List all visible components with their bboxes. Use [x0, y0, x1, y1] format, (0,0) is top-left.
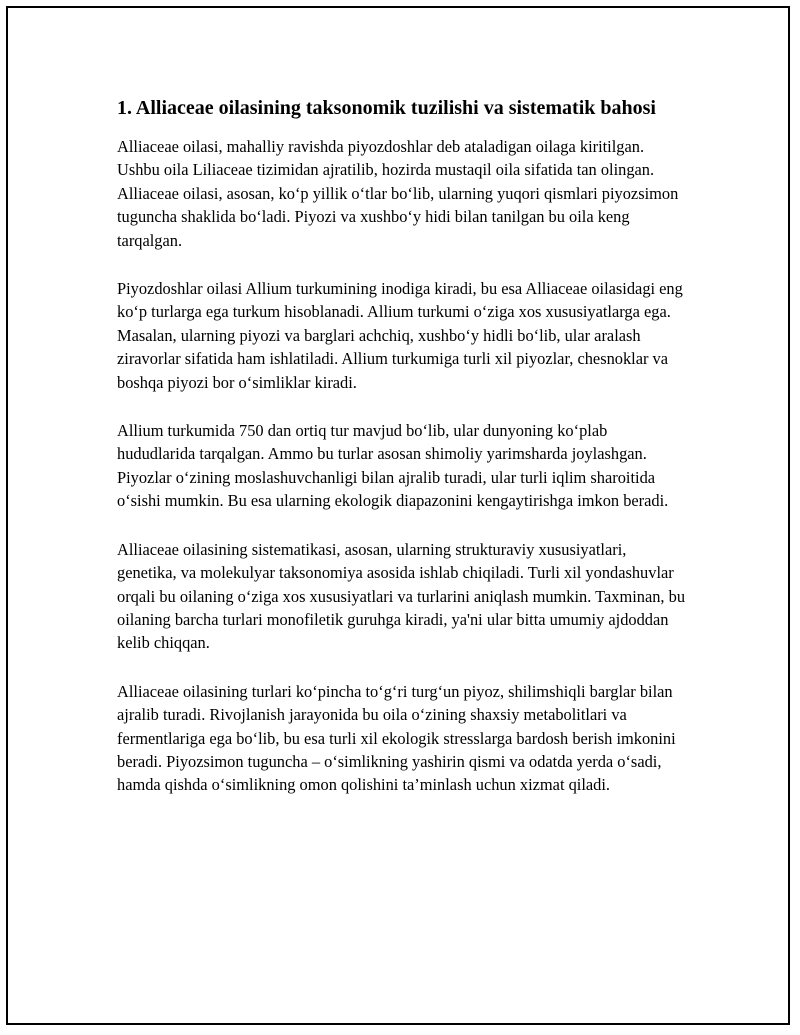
paragraph-5: Alliaceae oilasining turlari ko‘pincha to‘g‘ri turg‘un piyoz, shilimshiqli barglar bilan ajralib turadi. Rivojlanish jarayonida bu oila o‘zining shaxsiy metabolitlari va fermentlariga ega bo‘lib, bu esa turli xil ekologik stresslarga bardosh berish imkonini beradi. Piyozsimon tuguncha – o‘simlikning yashirin qismi va odatda yerda o‘sadi, hamda qishda o‘simlikning omon qolishini ta’minlash uchun xizmat qiladi. [117, 681, 676, 795]
paragraph-2: Piyozdoshlar oilasi Allium turkumining inodiga kiradi, bu esa Alliaceae oilasidagi eng ko‘p turlarga ega turkum hisoblanadi. Allium turkumi o‘ziga xos xususiyatlarga ega. Masalan, ularning piyozi va barglari achchiq, xushbo‘y hidli bo‘lib, ular aralash ziravorlar sifatida ham ishlatiladi. Allium turkumiga turli xil piyozlar, chesnoklar va boshqa piyozi bor o‘simliklar kiradi. [117, 279, 683, 392]
paragraph-3: Allium turkumida 750 dan ortiq tur mavjud bo‘lib, ular dunyoning ko‘plab hududlarida tarqalgan. Ammo bu turlar asosan shimoliy yarimsharda joylashgan. Piyozlar o‘zining moslashuvchanligi bilan ajralib turadi, ular turli iqlim sharoitida o‘sishi mumkin. Bu esa ularning ekologik diapazonini kengaytirishga imkon beradi. [117, 421, 669, 511]
paragraph-4: Alliaceae oilasining sistematikasi, asosan, ularning strukturaviy xususiyatlari, genetika, va molekulyar taksonomiya asosida ishlab chiqiladi. Turli xil yondashuvlar orqali bu oilaning o‘ziga xos xususiyatlari va turlarini aniqlash mumkin. Taxminan, bu oilaning barcha turlari monofiletik guruhga kiradi, ya'ni ular bitta umumiy ajdoddan kelib chiqqan. [117, 539, 686, 653]
document-title: 1. Alliaceae oilasining taksonomik tuzilishi va sistematik bahosi [117, 97, 656, 119]
paragraph-1: Alliaceae oilasi, mahalliy ravishda piyozdoshlar deb ataladigan oilaga kiritilgan. Ushbu oila Liliaceae tizimidan ajratilib, hozirda mustaqil oila sifatida tan olingan. Alliaceae oilasi, asosan, ko‘p yillik o‘tlar bo‘lib, ularning yuqori qismlari piyozsimon tuguncha shaklida bo‘ladi. Piyozi va xushbo‘y hidi bilan tanilgan bu oila keng tarqalgan. [117, 137, 679, 250]
document-body [117, 95, 687, 822]
